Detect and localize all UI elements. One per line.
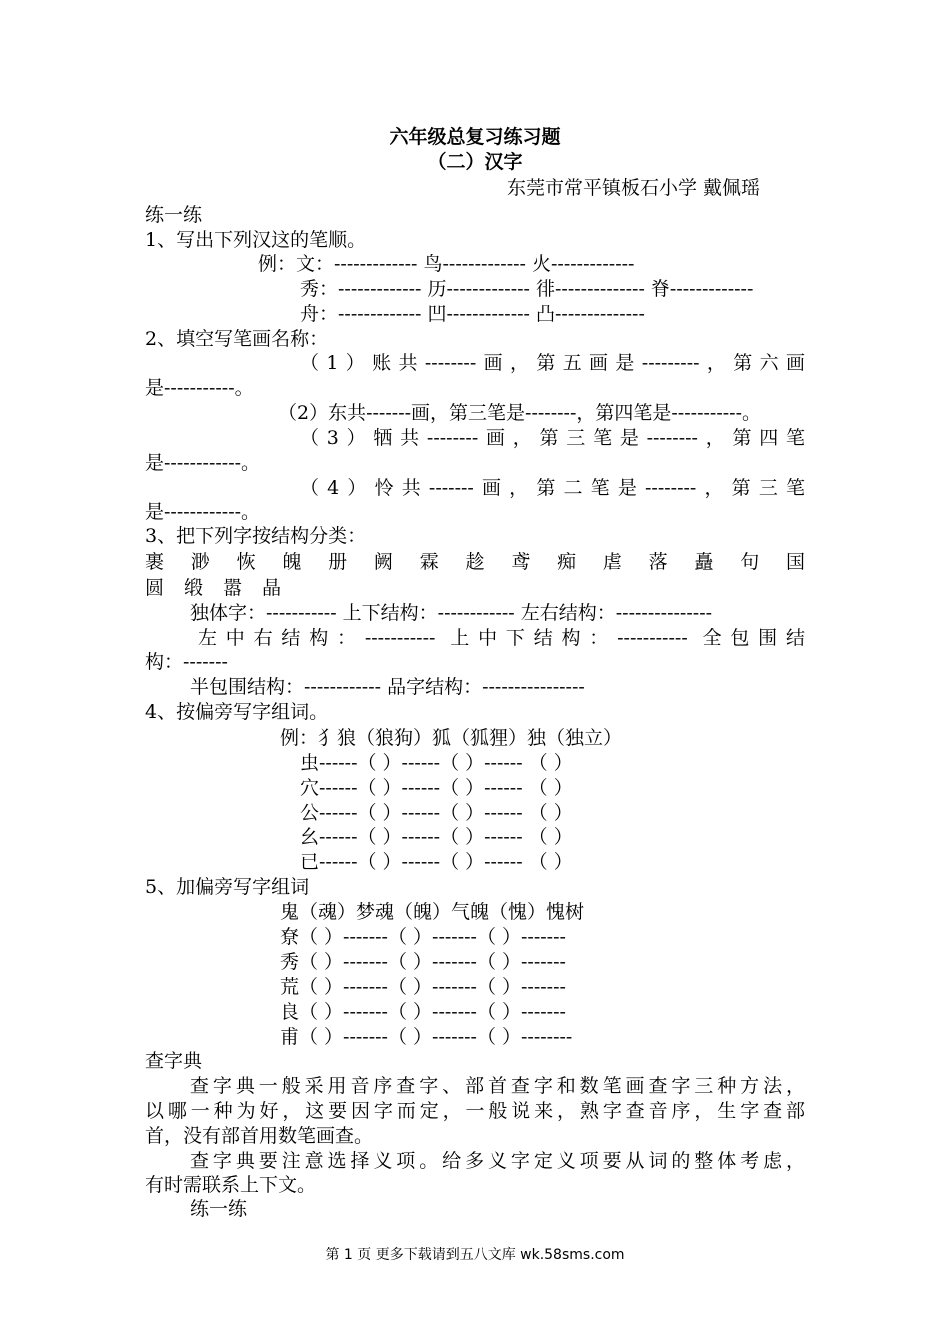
author-line: 东莞市常平镇板石小学 戴佩瑶: [507, 177, 761, 199]
q3-chars-2: 圆 缎 嚣 晶: [145, 577, 282, 599]
q1-line-2: 秀：------------- 历------------- 徘-------------- 脊-------------: [300, 278, 754, 300]
dictionary-para1-line2: 以哪一种为好，这要因字而定，一般说来，熟字查音序，生字查部: [145, 1100, 805, 1122]
q4-row: 公------（ ）------（ ）------ （ ）: [300, 802, 573, 824]
page-footer: 第 1 页 更多下载请到五八文库 wk.58sms.com: [325, 1247, 625, 1263]
q3-line-2b: 构：-------: [145, 651, 228, 673]
q5-row: 甫（ ）-------（ ）-------（ ）--------: [280, 1026, 573, 1048]
q5-row: 秀（ ）-------（ ）-------（ ）-------: [280, 951, 566, 973]
dictionary-practice: 练一练: [190, 1198, 248, 1220]
q1-line-3: 舟：------------- 凹------------- 凸--------------: [300, 303, 645, 325]
dictionary-para1-line1: 查字典一般采用音序查字、部首查字和数笔画查字三种方法，: [190, 1075, 805, 1097]
q4-row: 穴------（ ）------（ ）------ （ ）: [300, 777, 573, 799]
q1-line-1: 例：文：------------- 鸟------------- 火-------------: [258, 253, 635, 275]
q3-chars-1: 裹 渺 恢 魄 册 阙 霖 趁 鸢 痴 虐 落 矗 句 国: [145, 551, 805, 573]
q5-heading: 5、加偏旁写字组词: [145, 876, 310, 898]
q2-heading: 2、填空写笔画名称：: [145, 328, 329, 350]
q4-row: 幺------（ ）------（ ）------ （ ）: [300, 826, 573, 848]
q4-row: 虫------（ ）------（ ）------ （ ）: [300, 752, 573, 774]
dictionary-para2-line2: 有时需联系上下文。: [145, 1174, 317, 1196]
q3-line-1: 独体字：----------- 上下结构：------------ 左右结构：---------------: [190, 602, 713, 624]
q5-example: 鬼（魂）梦魂（魄）气魄（愧）愧树: [280, 901, 585, 923]
q3-line-3: 半包围结构：------------ 品字结构：----------------: [190, 676, 585, 698]
q2-item-3a: （3）牺共--------画，第三笔是--------，第四笔: [300, 427, 805, 449]
q5-row: 荒（ ）-------（ ）-------（ ）-------: [280, 976, 566, 998]
q2-item-1b: 是-----------。: [145, 377, 254, 399]
page-title: 六年级总复习练习题: [389, 126, 561, 148]
q4-row: 已------（ ）------（ ）------ （ ）: [300, 851, 573, 873]
q2-item-1a: （1）账共--------画，第五画是---------，第六画: [300, 352, 805, 374]
page-subtitle: （二）汉字: [427, 151, 523, 173]
q1-heading: 1、写出下列汉这的笔顺。: [145, 229, 367, 251]
dictionary-para2-line1: 查字典要注意选择义项。给多义字定义项要从词的整体考虑，: [190, 1150, 805, 1172]
q3-heading: 3、把下列字按结构分类：: [145, 525, 367, 547]
q2-item-4a: （4）怜共-------画，第二笔是--------，第三笔: [300, 477, 805, 499]
dictionary-para1-line3: 首，没有部首用数笔画查。: [145, 1125, 374, 1147]
q5-row: 良（ ）-------（ ）-------（ ）-------: [280, 1001, 566, 1023]
dictionary-heading: 查字典: [145, 1050, 203, 1072]
practice-heading: 练一练: [145, 204, 203, 226]
q2-item-2: （2）东共-------画，第三笔是--------，第四笔是-----------。: [278, 402, 762, 424]
q2-item-4b: 是------------。: [145, 501, 261, 523]
q2-item-3b: 是------------。: [145, 452, 261, 474]
q4-heading: 4、按偏旁写字组词。: [145, 701, 329, 723]
q5-row: 尞（ ）-------（ ）-------（ ）-------: [280, 926, 566, 948]
q3-line-2a: 左中右结构：----------- 上中下结构：----------- 全包围结: [198, 627, 805, 649]
q4-example: 例：犭狼（狼狗）狐（狐狸）独（独立）: [280, 727, 623, 749]
